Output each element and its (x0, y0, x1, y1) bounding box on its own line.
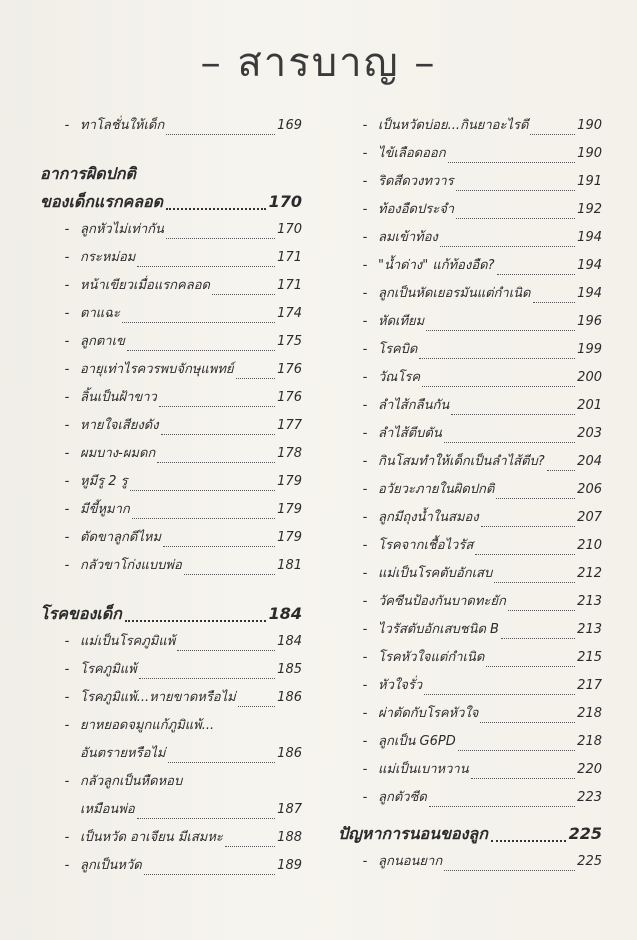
toc-entry (40, 468, 302, 496)
bullet-dash: - (362, 854, 368, 869)
toc-entry-label: หูมีรู 2 รู (80, 474, 128, 489)
dot-leader (122, 312, 275, 323)
bullet-dash: - (362, 566, 368, 581)
toc-entry-label: ลูกตัวซีด (378, 790, 427, 805)
toc-entry (338, 784, 602, 812)
dot-leader (157, 452, 275, 463)
toc-entry-label: ผ่าตัดกับโรคหัวใจ (378, 706, 479, 721)
dot-leader (456, 180, 576, 191)
toc-entry (40, 712, 302, 740)
dot-leader (451, 404, 575, 415)
toc-section-heading (338, 820, 602, 848)
toc-entry (338, 644, 602, 672)
toc-entry (40, 768, 302, 796)
toc-page-number: 200 (577, 370, 602, 385)
toc-page-number: 177 (277, 418, 302, 433)
toc-entry-label: วัณโรค (378, 370, 421, 385)
toc-entry-label: ตาแฉะ (80, 306, 120, 321)
dot-leader (501, 628, 575, 639)
toc-entry-label: ลูกนอนยาก (378, 854, 443, 869)
toc-page-number: 184 (277, 634, 302, 649)
toc-page-number: 212 (577, 566, 602, 581)
toc-page-number: 174 (277, 306, 302, 321)
dot-leader (163, 536, 275, 547)
bullet-dash: - (64, 690, 70, 705)
toc-entry-label: ลำไส้กลืนกัน (378, 398, 450, 413)
toc-entry (40, 524, 302, 552)
toc-entry (338, 224, 602, 252)
toc-page-number: 185 (277, 662, 302, 677)
bullet-dash: - (64, 306, 70, 321)
bullet-dash: - (362, 230, 368, 245)
toc-page-number: 199 (577, 342, 602, 357)
dot-leader (137, 808, 276, 819)
bullet-dash: - (362, 314, 368, 329)
toc-entry (40, 112, 302, 140)
toc-entry (338, 728, 602, 756)
toc-entry-label: ริดสีดวงทวาร (378, 174, 454, 189)
toc-section-heading (40, 188, 302, 216)
toc-entry-label: ลูกเป็นหวัด (80, 858, 142, 873)
toc-entry-label: ผมบาง-ผมดก (80, 446, 156, 461)
toc-entry (338, 700, 602, 728)
toc-entry (40, 244, 302, 272)
toc-entry (40, 656, 302, 684)
toc-page-number: 206 (577, 482, 602, 497)
toc-page-number: 169 (277, 118, 302, 133)
toc-entry-label: เป็นหวัดบ่อย...กินยาอะไรดี (378, 118, 529, 133)
toc-entry (40, 300, 302, 328)
toc-entry-label: วัคซีนป้องกันบาดทะยัก (378, 594, 506, 609)
toc-section-heading (40, 160, 302, 188)
bullet-dash: - (362, 678, 368, 693)
toc-page-number: 179 (277, 530, 302, 545)
toc-entry (338, 476, 602, 504)
toc-entry-label: ปัญหาการนอนของลูก (338, 824, 488, 843)
toc-entry-label: ลูกเป็น G6PD (378, 734, 456, 749)
toc-entry (40, 496, 302, 524)
toc-entry (338, 364, 602, 392)
dot-leader (494, 572, 575, 583)
dot-leader (166, 124, 275, 135)
dot-leader (419, 348, 575, 359)
toc-entry (40, 412, 302, 440)
toc-entry-label: ไข้เลือดออก (378, 146, 446, 161)
dot-leader (127, 340, 275, 351)
dot-leader (161, 424, 276, 435)
toc-page-number: 192 (577, 202, 602, 217)
toc-entry-label: หน้าเขียวเมื่อแรกคลอด (80, 278, 210, 293)
toc-entry (338, 196, 602, 224)
dot-leader (238, 696, 275, 707)
toc-entry-label: โรคภูมิแพ้...หายขาดหรือไม่ (80, 690, 236, 705)
dot-leader (496, 488, 575, 499)
bullet-dash: - (64, 558, 70, 573)
dot-leader (225, 836, 275, 847)
bullet-dash: - (362, 482, 368, 497)
toc-entry (40, 356, 302, 384)
toc-entry-label: ไวรัสตับอักเสบชนิด B (378, 622, 499, 637)
toc-entry (338, 420, 602, 448)
toc-entry-label: "น้ำด่าง" แก้ท้องอืด? (378, 258, 495, 273)
toc-entry-label: กระหม่อม (80, 250, 136, 265)
toc-entry-label: โรคบิด (378, 342, 418, 357)
toc-entry-label: กลัวลูกเป็นหืดหอบ (80, 774, 183, 789)
toc-page-number: 191 (577, 174, 602, 189)
toc-entry (40, 328, 302, 356)
toc-page-number: 207 (577, 510, 602, 525)
bullet-dash: - (64, 418, 70, 433)
toc-entry-label: เป็นหวัด อาเจียน มีเสมหะ (80, 830, 223, 845)
dot-leader (448, 152, 576, 163)
toc-entry (338, 308, 602, 336)
toc-entry (338, 848, 602, 876)
toc-entry-label: หัวใจรั่ว (378, 678, 423, 693)
bullet-dash: - (362, 762, 368, 777)
toc-page-number: 218 (577, 706, 602, 721)
bullet-dash: - (64, 334, 70, 349)
toc-entry-label: ลูกหัวไม่เท่ากัน (80, 222, 164, 237)
bullet-dash: - (362, 706, 368, 721)
toc-entry-label: ของเด็กแรกคลอด (40, 192, 164, 211)
dot-leader (168, 752, 276, 763)
toc-entry (338, 112, 602, 140)
section-gap (40, 580, 302, 600)
bullet-dash: - (64, 858, 70, 873)
toc-page-number: 203 (577, 426, 602, 441)
toc-entry (338, 532, 602, 560)
bullet-dash: - (362, 622, 368, 637)
bullet-dash: - (362, 118, 368, 133)
dot-leader (184, 564, 275, 575)
toc-entry-label: แม่เป็นโรคตับอักเสบ (378, 566, 493, 581)
toc-entry (40, 684, 302, 712)
dot-leader (480, 712, 575, 723)
toc-entry-label: มีขี้หูมาก (80, 502, 130, 517)
toc-page-number: 204 (577, 454, 602, 469)
dot-leader (130, 480, 276, 491)
dot-leader (547, 460, 575, 471)
toc-entry-label: อวัยวะภายในผิดปกติ (378, 482, 495, 497)
toc-page-number: 196 (577, 314, 602, 329)
bullet-dash: - (64, 662, 70, 677)
bullet-dash: - (64, 634, 70, 649)
toc-entry (40, 552, 302, 580)
toc-page-number: 187 (277, 802, 302, 817)
toc-page-number: 217 (577, 678, 602, 693)
toc-entry (40, 628, 302, 656)
bullet-dash: - (64, 830, 70, 845)
toc-entry-label: ตัดขาลูกดีไหม (80, 530, 162, 545)
toc-entry (338, 392, 602, 420)
dot-leader (456, 208, 575, 219)
toc-page-number: 213 (577, 594, 602, 609)
dot-leader (426, 320, 575, 331)
toc-entry (338, 560, 602, 588)
toc-entry-label: กลัวขาโก่งแบบพ่อ (80, 558, 182, 573)
toc-page-number: 170 (277, 222, 302, 237)
dot-leader (429, 796, 575, 807)
toc-entry-label: ลมเข้าท้อง (378, 230, 438, 245)
toc-entry-label: ลูกมีถุงน้ำในสมอง (378, 510, 479, 525)
toc-page-number: 176 (277, 390, 302, 405)
toc-page-number: 181 (277, 558, 302, 573)
toc-page-number: 210 (577, 538, 602, 553)
bullet-dash: - (64, 446, 70, 461)
bullet-dash: - (64, 718, 70, 733)
dot-leader (491, 830, 566, 842)
toc-entry (40, 824, 302, 852)
dot-leader (458, 740, 575, 751)
toc-entry-label: ลิ้นเป็นฝ้าขาว (80, 390, 157, 405)
bullet-dash: - (362, 146, 368, 161)
dot-leader (159, 396, 275, 407)
dot-leader (508, 600, 575, 611)
toc-entry (40, 440, 302, 468)
bullet-dash: - (64, 502, 70, 517)
dot-leader (132, 508, 275, 519)
toc-entry (338, 756, 602, 784)
toc-entry (338, 280, 602, 308)
toc-page-number: 179 (277, 502, 302, 517)
dot-leader (440, 236, 575, 247)
toc-entry-label: หัดเทียม (378, 314, 425, 329)
toc-entry-label: อันตรายหรือไม่ (80, 746, 166, 761)
toc-page-number: 218 (577, 734, 602, 749)
dot-leader (471, 768, 576, 779)
dot-leader (444, 860, 575, 871)
toc-page-number: 225 (577, 854, 602, 869)
bullet-dash: - (362, 454, 368, 469)
toc-entry-label: อายุเท่าไรควรพบจักษุแพทย์ (80, 362, 234, 377)
dot-leader (137, 256, 275, 267)
dot-leader (424, 684, 575, 695)
toc-entry (40, 740, 302, 768)
dot-leader (236, 368, 276, 379)
dot-leader (475, 544, 575, 555)
bullet-dash: - (362, 790, 368, 805)
bullet-dash: - (64, 250, 70, 265)
toc-page-number: 215 (577, 650, 602, 665)
toc-entry-label: โรคของเด็ก (40, 604, 122, 623)
toc-page-number: 179 (277, 474, 302, 489)
toc-page-number: 190 (577, 146, 602, 161)
bullet-dash: - (64, 774, 70, 789)
bullet-dash: - (362, 202, 368, 217)
toc-page-number: 194 (577, 286, 602, 301)
bullet-dash: - (362, 258, 368, 273)
toc-page-number: 171 (277, 250, 302, 265)
toc-entry (338, 252, 602, 280)
toc-entry-label: แม่เป็นเบาหวาน (378, 762, 469, 777)
dot-leader (444, 432, 575, 443)
toc-entry-label: ทาโลชั่นให้เด็ก (80, 118, 165, 133)
dot-leader (212, 284, 275, 295)
bullet-dash: - (362, 174, 368, 189)
bullet-dash: - (362, 510, 368, 525)
toc-entry-label: ลำไส้ตีบตัน (378, 426, 442, 441)
dot-leader (166, 228, 275, 239)
dot-leader (497, 264, 576, 275)
toc-entry (40, 796, 302, 824)
toc-entry (338, 168, 602, 196)
bullet-dash: - (64, 474, 70, 489)
toc-page-number: 220 (577, 762, 602, 777)
toc-page-number: 170 (268, 192, 302, 211)
toc-entry-label: กินโสมทำให้เด็กเป็นลำไส้ตีบ? (378, 454, 545, 469)
toc-entry-label: โรคจากเชื้อไวรัส (378, 538, 474, 553)
dot-leader (139, 668, 275, 679)
toc-entry-label: โรคหัวใจแต่กำเนิด (378, 650, 485, 665)
toc-page-number: 194 (577, 258, 602, 273)
toc-entry (40, 216, 302, 244)
toc-page-number: 189 (277, 858, 302, 873)
bullet-dash: - (362, 398, 368, 413)
toc-entry (40, 852, 302, 880)
toc-page-number: 186 (277, 746, 302, 761)
dot-leader (422, 376, 575, 387)
toc-entry (40, 272, 302, 300)
dot-leader (530, 124, 575, 135)
toc-page-number: 186 (277, 690, 302, 705)
toc-entry-label: หายใจเสียงดัง (80, 418, 159, 433)
toc-entry-label: ลูกตาเข (80, 334, 125, 349)
toc-entry (338, 616, 602, 644)
toc-page-number: 178 (277, 446, 302, 461)
toc-column-left (40, 112, 302, 880)
toc-column-right (338, 112, 602, 876)
bullet-dash: - (362, 286, 368, 301)
toc-entry-label: ลูกเป็นหัดเยอรมันแต่กำเนิด (378, 286, 531, 301)
toc-page-number: 201 (577, 398, 602, 413)
bullet-dash: - (362, 594, 368, 609)
bullet-dash: - (362, 650, 368, 665)
toc-entry-label: แม่เป็นโรคภูมิแพ้ (80, 634, 176, 649)
dot-leader (144, 864, 275, 875)
bullet-dash: - (64, 530, 70, 545)
dot-leader (177, 640, 275, 651)
toc-entry (338, 672, 602, 700)
bullet-dash: - (64, 278, 70, 293)
bullet-dash: - (64, 222, 70, 237)
dot-leader (533, 292, 576, 303)
section-gap (338, 812, 602, 820)
bullet-dash: - (362, 538, 368, 553)
toc-entry-label: ท้องอืดประจำ (378, 202, 455, 217)
toc-page-number: 190 (577, 118, 602, 133)
bullet-dash: - (362, 370, 368, 385)
toc-page-number: 188 (277, 830, 302, 845)
section-gap (40, 140, 302, 160)
toc-page-number: 175 (277, 334, 302, 349)
toc-page-number: 223 (577, 790, 602, 805)
toc-section-heading (40, 600, 302, 628)
bullet-dash: - (362, 426, 368, 441)
toc-page-number: 194 (577, 230, 602, 245)
toc-entry (338, 140, 602, 168)
dot-leader (166, 198, 266, 210)
toc-entry-label: ยาหยอดจมูกแก้ภูมิแพ้... (80, 718, 215, 733)
toc-entry (338, 448, 602, 476)
toc-entry (338, 588, 602, 616)
toc-entry (338, 336, 602, 364)
toc-entry (40, 384, 302, 412)
page-title: – สารบาญ – (200, 40, 437, 86)
toc-page-number: 184 (268, 604, 302, 623)
bullet-dash: - (64, 362, 70, 377)
dot-leader (125, 610, 266, 622)
toc-entry-label: เหมือนพ่อ (80, 802, 135, 817)
toc-entry-label: อาการผิดปกติ (40, 164, 136, 183)
toc-page-number: 225 (568, 824, 602, 843)
toc-entry (338, 504, 602, 532)
dot-leader (486, 656, 575, 667)
bullet-dash: - (362, 342, 368, 357)
bullet-dash: - (362, 734, 368, 749)
bullet-dash: - (64, 390, 70, 405)
toc-entry-label: โรคภูมิแพ้ (80, 662, 137, 677)
toc-page-number: 213 (577, 622, 602, 637)
toc-page-number: 176 (277, 362, 302, 377)
dot-leader (481, 516, 575, 527)
bullet-dash: - (64, 118, 70, 133)
toc-page-number: 171 (277, 278, 302, 293)
